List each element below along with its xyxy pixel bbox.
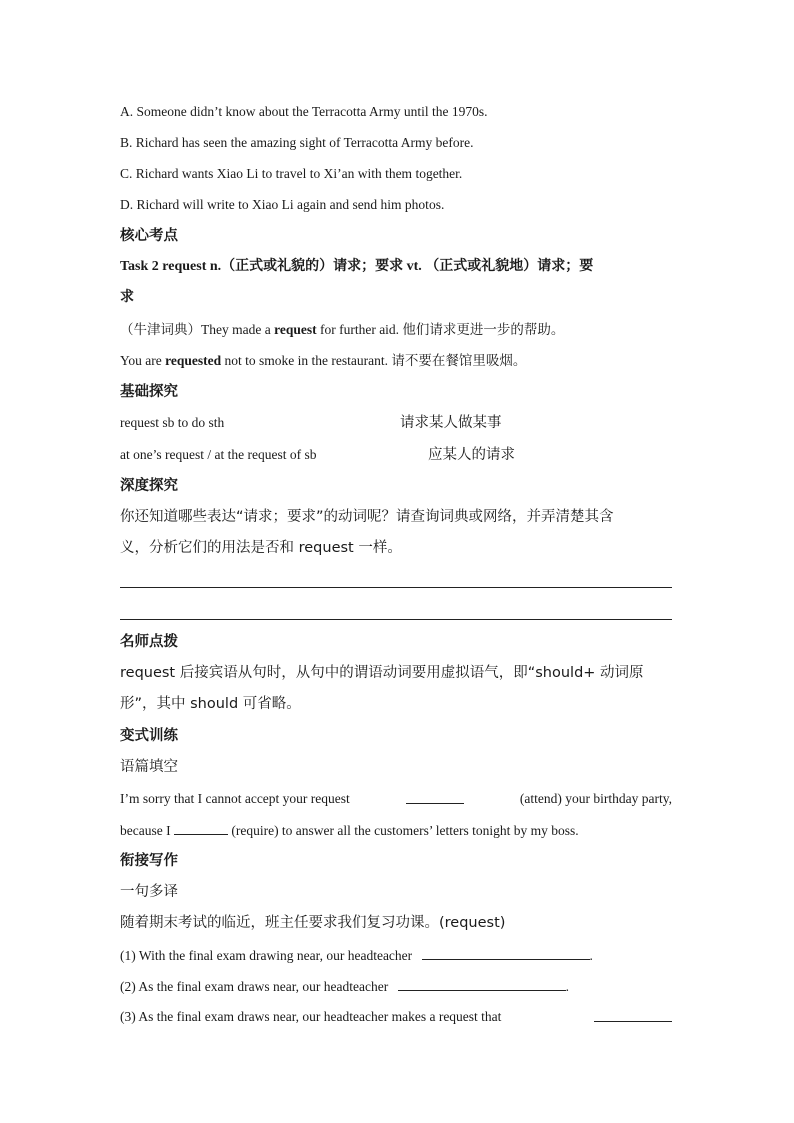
phrase-row-2 xyxy=(120,445,672,465)
phrase-1-zh: 请求某人做某事 xyxy=(400,415,502,431)
variant-heading: 变式训练 xyxy=(120,728,178,744)
translation-1 xyxy=(120,945,672,966)
translation-blank-1[interactable] xyxy=(422,945,590,960)
task-title-line2: 求 xyxy=(120,290,134,305)
writing-heading: 衔接写作 xyxy=(120,853,178,869)
example-sentence-1 xyxy=(120,320,672,340)
translation-3-text: (3) As the final exam draws near, our headteacher makes a request that xyxy=(120,1009,502,1024)
example-1-prefix: （牛津词典）They made a xyxy=(120,322,275,337)
option-c: C. Richard wants Xiao Li to travel to Xi’an with them together. xyxy=(120,166,463,181)
example-1-suffix: for further aid. 他们请求更进一步的帮助。 xyxy=(316,322,565,337)
translation-2 xyxy=(120,976,672,997)
example-sentence-2 xyxy=(120,351,672,371)
core-heading: 核心考点 xyxy=(120,228,178,244)
phrase-1-en: request sb to do sth xyxy=(120,415,225,430)
deep-heading: 深度探究 xyxy=(120,478,178,494)
cloze-1-text-b: (attend) your birthday party, xyxy=(519,791,672,806)
translation-2-text: (2) As the final exam draws near, our headteacher xyxy=(120,979,389,994)
deep-text-line2: 义，分析它们的用法是否和 request 一样。 xyxy=(120,540,402,556)
teacher-heading: 名师点拨 xyxy=(120,634,178,650)
translate-prompt: 随着期末考试的临近，班主任要求我们复习功课。(request) xyxy=(120,915,506,931)
example-2-prefix: You are xyxy=(120,353,166,368)
cloze-blank-2[interactable] xyxy=(174,820,228,835)
example-2-keyword: requested xyxy=(165,353,222,368)
cloze-2-text-b: (require) to answer all the customers’ letters tonight by my boss. xyxy=(231,823,579,838)
translation-blank-2[interactable] xyxy=(398,976,566,991)
phrase-row-1 xyxy=(120,413,672,433)
translation-blank-3[interactable] xyxy=(594,1007,672,1022)
deep-text-line1: 你还知道哪些表达“请求；要求”的动词呢？请查询词典或网络，并弄清楚其含 xyxy=(120,509,614,525)
translation-3 xyxy=(120,1007,672,1027)
option-a: A. Someone didn’t know about the Terracotta Army until the 1970s. xyxy=(120,104,488,119)
basic-heading: 基础探究 xyxy=(120,384,178,400)
cloze-line-2 xyxy=(120,820,672,841)
translate-label: 一句多译 xyxy=(120,884,178,900)
example-2-suffix: not to smoke in the restaurant. 请不要在餐馆里吸烟。 xyxy=(221,353,527,368)
cloze-2-text-a: because I xyxy=(120,823,171,838)
answer-line-2[interactable] xyxy=(120,619,672,620)
translation-1-text: (1) With the final exam drawing near, our headteacher xyxy=(120,948,413,963)
period-mark: . xyxy=(589,948,593,963)
answer-line-1[interactable] xyxy=(120,587,672,588)
period-mark: . xyxy=(565,979,569,994)
teacher-text-line2: 形”，其中 should 可省略。 xyxy=(120,696,301,712)
task-title-line1: Task 2 request n.（正式或礼貌的）请求；要求 vt. （正式或礼貌地）请求；要 xyxy=(120,259,594,274)
cloze-label: 语篇填空 xyxy=(120,759,178,775)
phrase-2-zh: 应某人的请求 xyxy=(428,447,515,463)
teacher-text-line1: request 后接宾语从句时，从句中的谓语动词要用虚拟语气，即“should+ 动词原 xyxy=(120,665,644,681)
option-d: D. Richard will write to Xiao Li again and send him photos. xyxy=(120,197,445,212)
phrase-2-en: at one’s request / at the request of sb xyxy=(120,447,317,462)
option-b: B. Richard has seen the amazing sight of Terracotta Army before. xyxy=(120,135,474,150)
cloze-blank-1[interactable] xyxy=(406,789,464,804)
example-1-keyword: request xyxy=(274,322,317,337)
cloze-1-text-a: I’m sorry that I cannot accept your request xyxy=(120,791,350,806)
cloze-line-1 xyxy=(120,789,672,809)
